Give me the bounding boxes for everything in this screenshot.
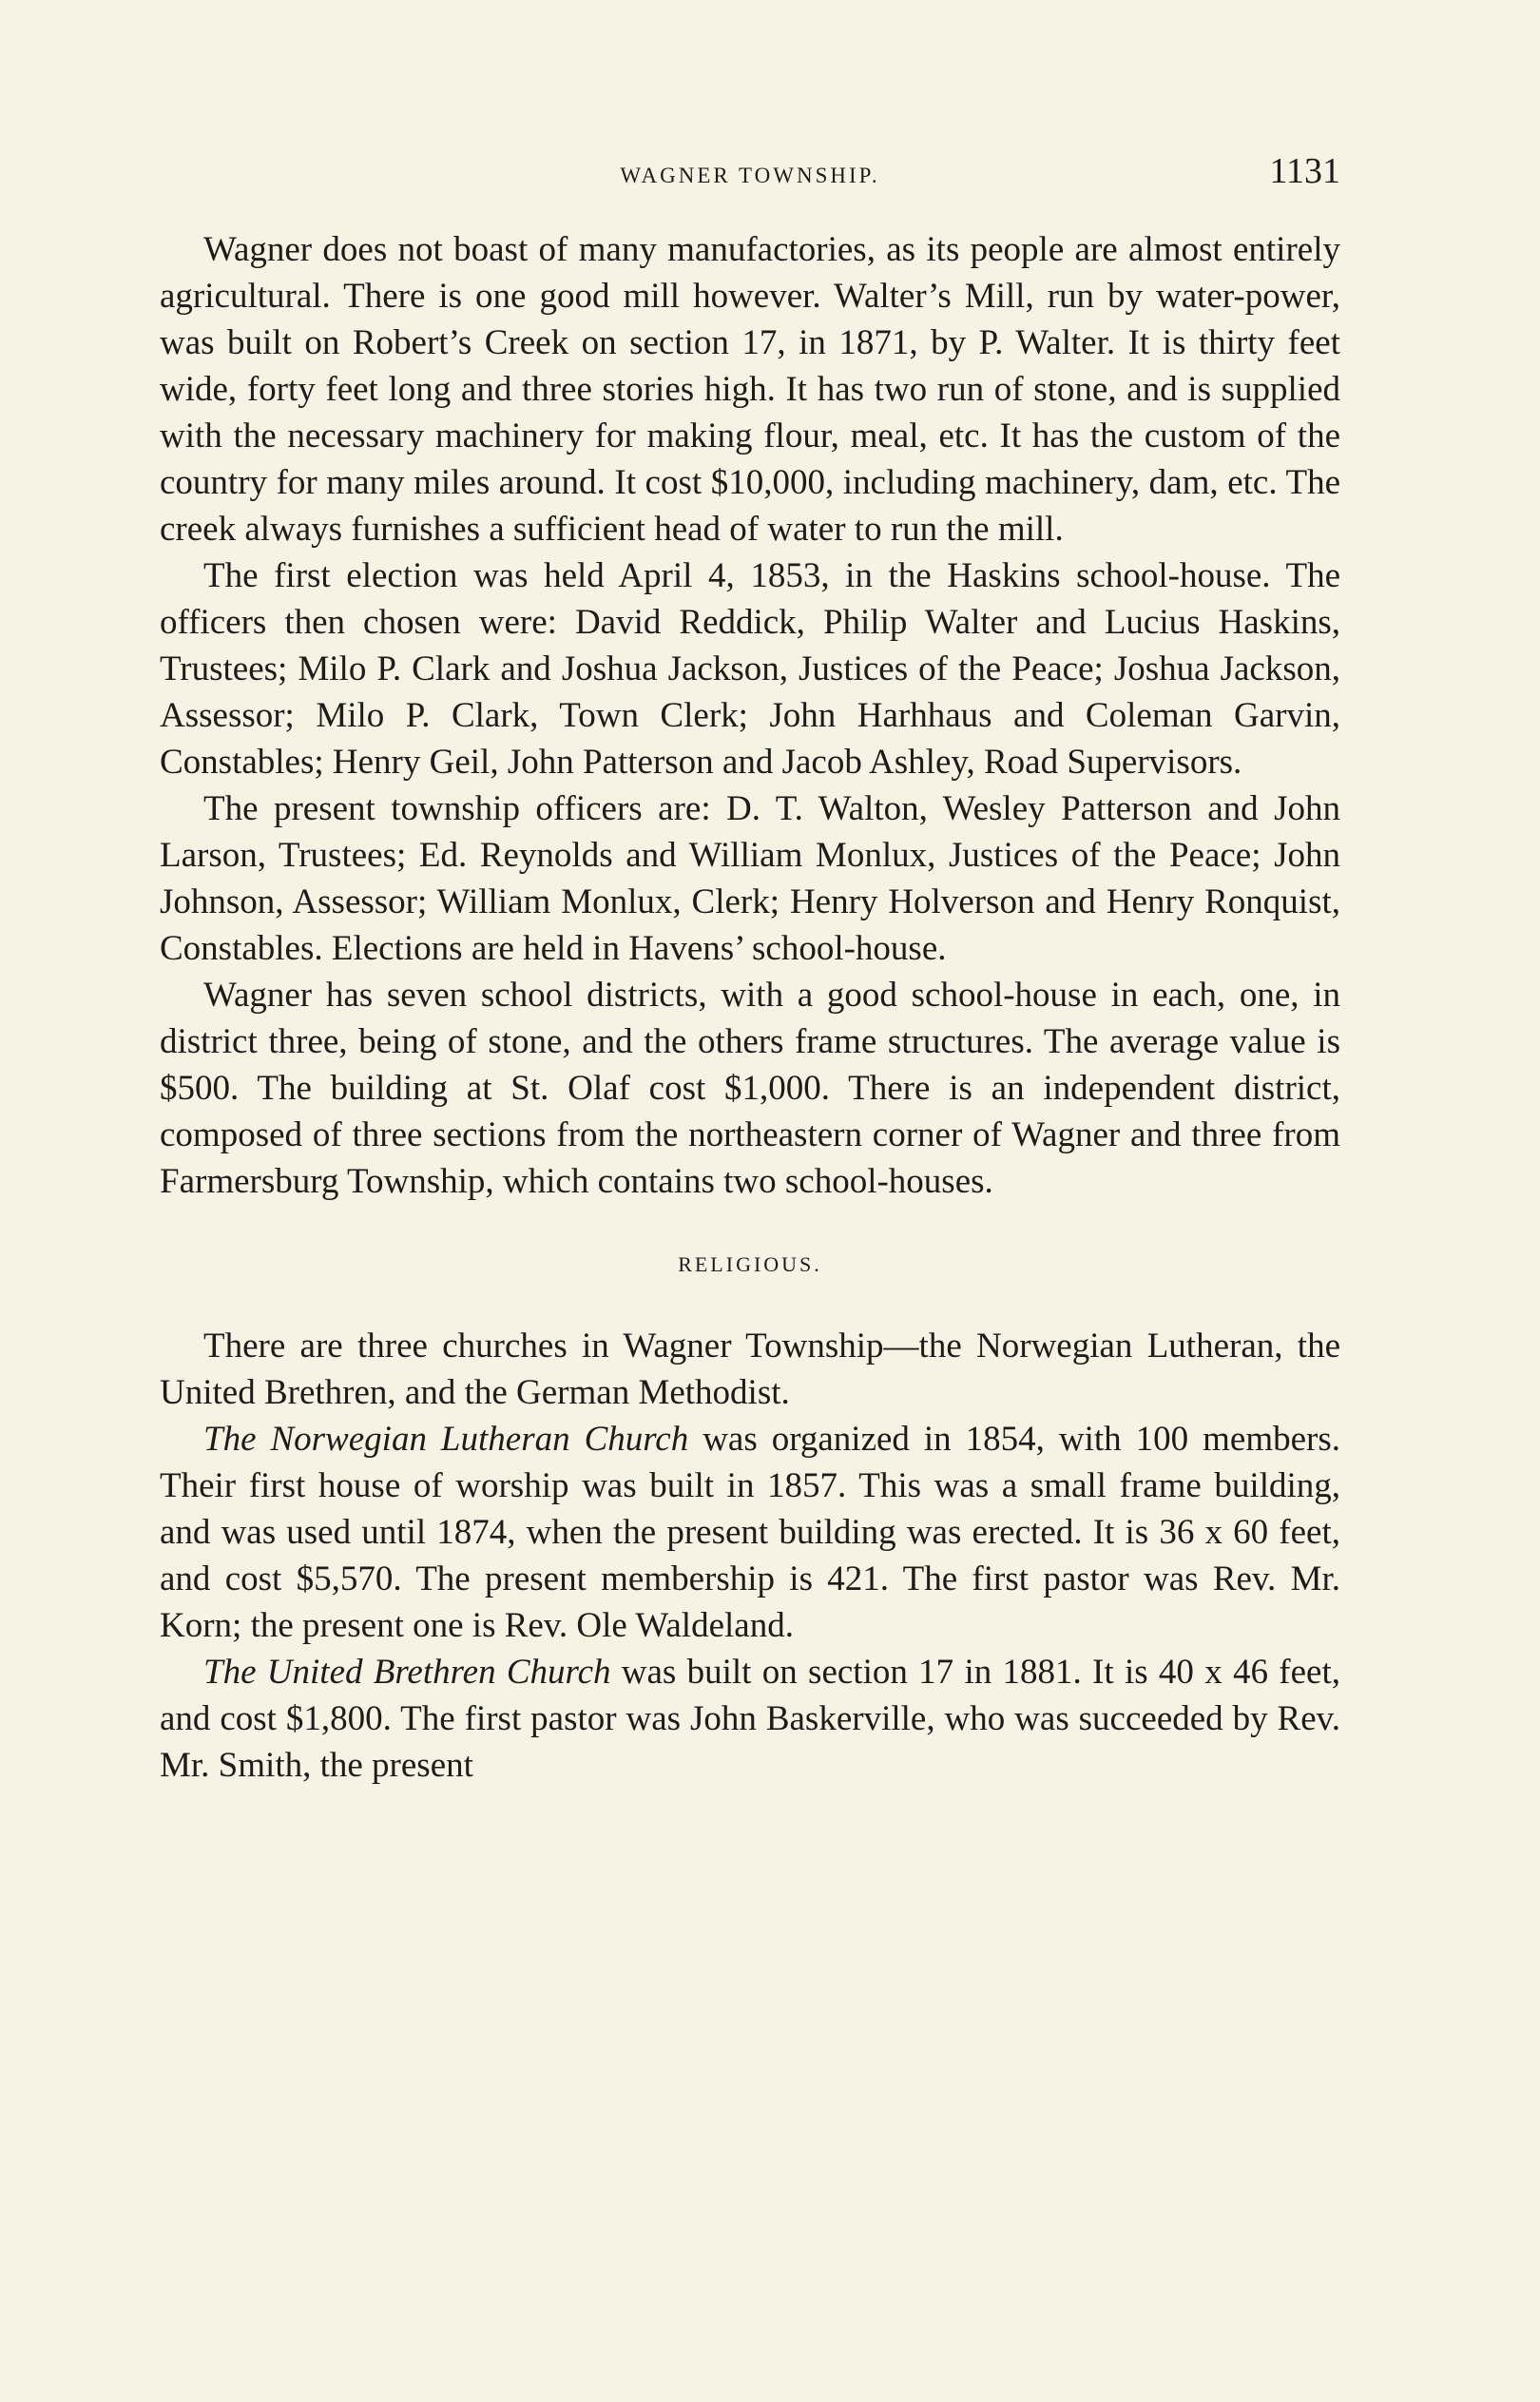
norwegian-lutheran-church-name: The Norwegian Lutheran Church <box>203 1420 689 1459</box>
paragraph-schools: Wagner has seven school districts, with a good school-house in each, one, in district three, being of stone, and the others frame structures. The average value is $500. The building at St. Olaf cost $1,000. There is an independent district, composed of three sections from the northeastern corner of Wagner and three from Farmersburg Township, which contains two school-houses. <box>160 976 1340 1201</box>
paragraph-mill: Wagner does not boast of many manufactories, as its people are almost entirely agricultural. There is one good mill however. Walter’s Mill, run by water-power, was built on Robert’s Creek on section 17, in 1871, by P. Walter. It is thirty feet wide, forty feet long and three stories high. It has two run of stone, and is supplied with the necessary machinery for making flour, meal, etc. It has the custom of the country for many miles around. It cost $10,000, including machinery, dam, etc. The creek always furnishes a sufficient head of water to run the mill. <box>160 230 1340 549</box>
body-text <box>160 226 1340 1789</box>
paragraph-first-election: The first election was held April 4, 1853, in the Haskins school-house. The officers then chosen were: David Reddick, Philip Walter and Lucius Haskins, Trustees; Milo P. Clark and Joshua Jackson, Justices of the Peace; Joshua Jackson, Assessor; Milo P. Clark, Town Clerk; John Harhhaus and Coleman Garvin, Constables; Henry Geil, John Patterson and Jacob Ashley, Road Supervisors. <box>160 556 1340 782</box>
running-title: WAGNER TOWNSHIP. <box>620 164 880 187</box>
united-brethren-church-name: The United Brethren Church <box>203 1653 611 1692</box>
paragraph-present-officers: The present township officers are: D. T. Walton, Wesley Patterson and John Larson, Trustees; Ed. Reynolds and William Monlux, Justices of the Peace; John Johnson, Assessor; William Monlux, Clerk; Henry Holverson and Henry Ronquist, Constables. Elections are held in Havens’ school-house. <box>160 789 1340 968</box>
paragraph-churches-intro: There are three churches in Wagner Township—the Norwegian Lutheran, the United Brethren, and the German Methodist. <box>160 1327 1340 1412</box>
united-brethren-text: was built on section 17 in 1881. It is 40 x 46 feet, and cost $1,800. The first pastor was John Baskerville, who was succeeded by Rev. Mr. Smith, the present <box>160 1653 1340 1785</box>
paragraph-united-brethren <box>160 1649 1340 1789</box>
paragraph-norwegian-lutheran <box>160 1416 1340 1649</box>
running-header <box>160 150 1340 198</box>
religious-heading: RELIGIOUS. <box>678 1252 822 1276</box>
norwegian-lutheran-text: was organized in 1854, with 100 members. Their first house of worship was built in 1857. This was a small frame building, and was used until 1874, when the present building was erected. It is 36 x 60 feet, and cost $5,570. The present membership is 421. The first pastor was Rev. Mr. Korn; the present one is Rev. Ole Waldeland. <box>160 1420 1341 1645</box>
page-number: 1131 <box>1269 151 1340 191</box>
